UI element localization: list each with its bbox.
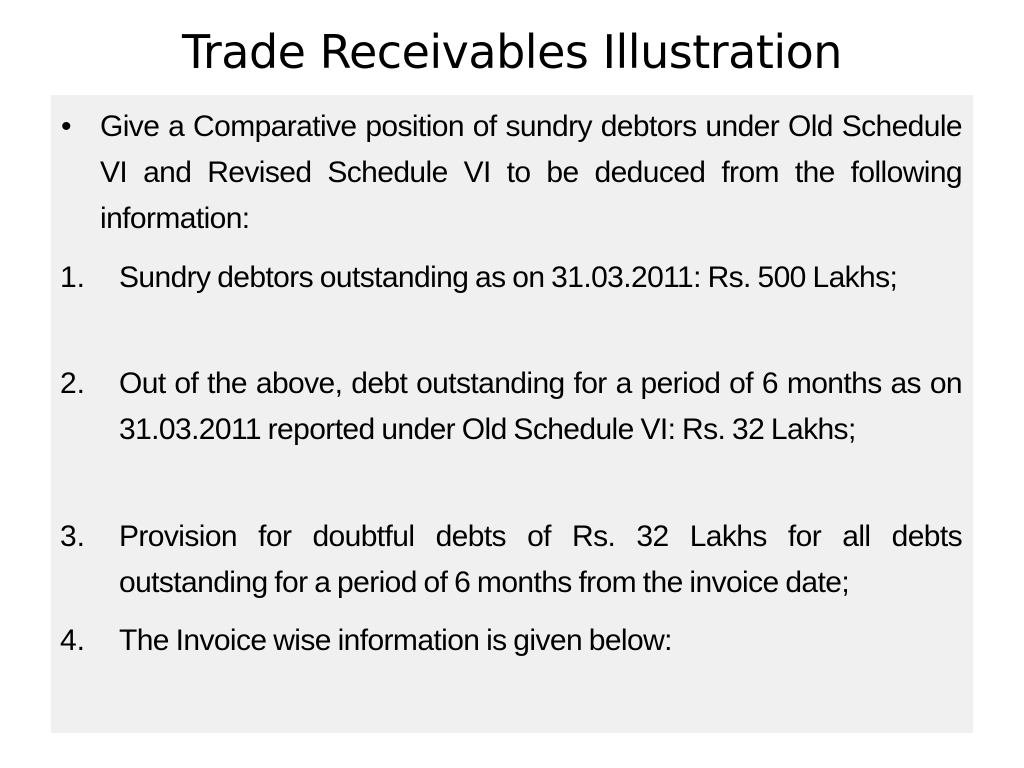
list-item-text: The Invoice wise information is given below: [119,624,672,657]
list-number: 4. [60,624,86,657]
list-item-text: Out of the above, debt outstanding for a period of 6 months as on 31.03.2011 reported under Old Schedule VI: Rs. 32 Lakhs; [119,367,962,446]
content-box [51,95,973,733]
bullet-text: Give a Comparative position of sundry debtors under Old Schedule VI and Revised Schedule VI to be deduced from the following information: [100,110,962,235]
list-number: 2. [60,367,86,400]
slide-title: Trade Receivables Illustration [182,25,842,79]
list-number: 1. [60,261,86,294]
list-item-text: Sundry debtors outstanding as on 31.03.2011: Rs. 500 Lakhs; [119,261,898,294]
list-number: 3. [60,520,86,553]
list-item-text: Provision for doubtful debts of Rs. 32 Lakhs for all debts outstanding for a period of 6 months from the invoice date; [119,520,962,599]
bullet-marker: • [61,110,72,143]
